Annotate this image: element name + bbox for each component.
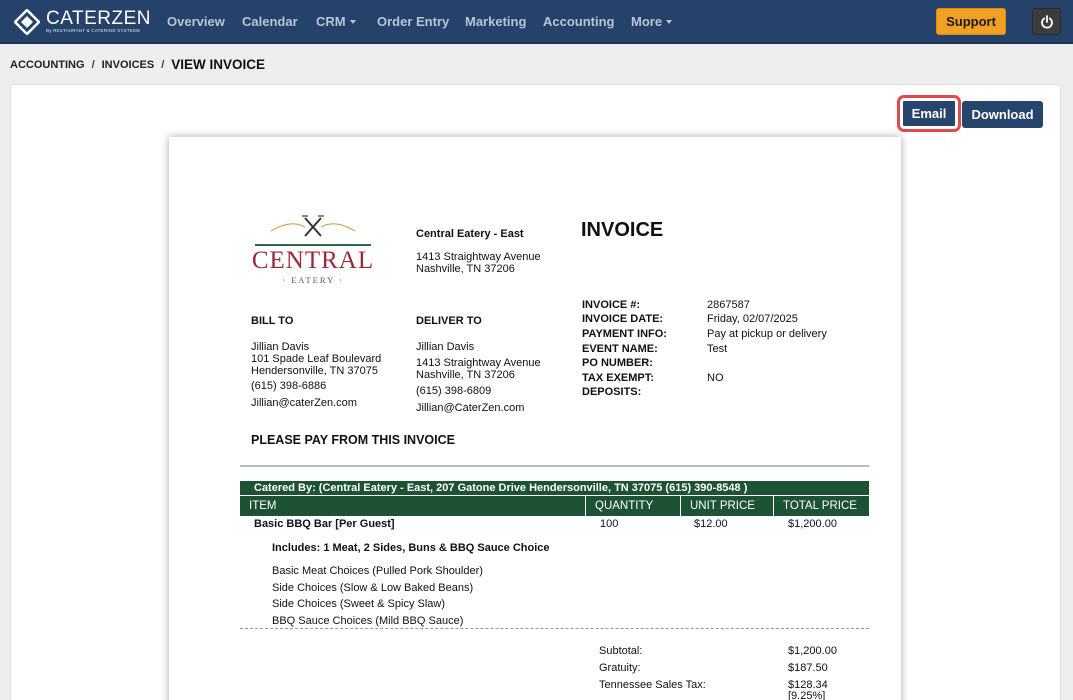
restaurant-address1: 1413 Straightway Avenue <box>416 251 541 263</box>
bill-to-name: Jillian Davis <box>251 341 310 353</box>
field-value: NO <box>707 372 724 384</box>
column-header-quantity: QUANTITY <box>586 496 680 516</box>
bill-to-phone: (615) 398-6886 <box>251 380 327 392</box>
field-label: PAYMENT INFO: <box>582 328 667 340</box>
subtotal-value: $1,200.00 <box>788 645 837 657</box>
fork-knife-icon <box>251 213 375 239</box>
app-tagline: By RESTAURANT & CATERING SYSTEMS <box>46 28 141 33</box>
email-button[interactable]: Email <box>900 98 958 129</box>
deliver-to-address2: Nashville, TN 37206 <box>416 369 515 381</box>
field-label: PO NUMBER: <box>582 357 653 369</box>
list-item: BBQ Sauce Choices (Mild BBQ Sauce) <box>272 615 464 627</box>
list-item: Side Choices (Slow & Low Baked Beans) <box>272 582 474 594</box>
nav-more[interactable] <box>631 14 672 29</box>
nav-order-entry[interactable]: Order Entry <box>377 14 450 29</box>
restaurant-address2: Nashville, TN 37206 <box>416 263 515 275</box>
bill-to-email: Jillian@caterZen.com <box>251 397 357 409</box>
deliver-to-title: DELIVER TO <box>416 315 482 327</box>
bill-to-address1: 101 Spade Leaf Boulevard <box>251 353 382 365</box>
nav-overview[interactable]: Overview <box>167 14 225 29</box>
caterzen-logo[interactable] <box>14 8 151 36</box>
sales-tax-label: Tennessee Sales Tax: <box>599 679 706 691</box>
field-label: EVENT NAME: <box>582 343 658 355</box>
caterzen-logo-icon <box>14 9 40 35</box>
breadcrumb-invoices[interactable]: INVOICES <box>101 58 155 71</box>
power-icon <box>1040 15 1054 29</box>
item-unit-price: $12.00 <box>694 518 728 530</box>
divider <box>240 465 869 467</box>
nav-marketing[interactable]: Marketing <box>465 14 527 29</box>
sales-tax-value: $128.34 <box>788 679 828 691</box>
breadcrumb-separator: / <box>91 58 95 71</box>
deliver-to-address1: 1413 Straightway Avenue <box>416 357 541 369</box>
nav-more-label: More <box>631 14 663 29</box>
deliver-to-email: Jillian@CaterZen.com <box>416 402 525 414</box>
page-title: VIEW INVOICE <box>171 57 266 72</box>
chevron-down-icon <box>350 20 356 24</box>
column-header-total-price: TOTAL PRICE <box>774 496 869 516</box>
field-value: Test <box>707 343 728 355</box>
field-value: Pay at pickup or delivery <box>707 328 827 340</box>
item-total-price: $1,200.00 <box>788 518 837 530</box>
app-name: CATERZEN <box>46 8 151 29</box>
breadcrumb-separator: / <box>161 58 165 71</box>
top-navbar <box>0 0 1073 44</box>
column-header-item: ITEM <box>240 496 585 516</box>
bill-to-title: BILL TO <box>251 315 294 327</box>
logout-button[interactable] <box>1032 8 1061 35</box>
field-label: INVOICE DATE: <box>582 313 664 325</box>
catered-by-bar: Catered By: (Central Eatery - East, 207 Gatone Drive Hendersonville, TN 37075 (615) 390-8548 ) <box>240 481 869 495</box>
list-item: Side Choices (Sweet & Spicy Slaw) <box>272 598 446 610</box>
chevron-down-icon <box>666 20 672 24</box>
list-item: Basic Meat Choices (Pulled Pork Shoulder) <box>272 565 483 577</box>
download-button[interactable]: Download <box>962 101 1043 128</box>
sales-tax-rate: [9.25%] <box>788 690 826 700</box>
pay-notice: PLEASE PAY FROM THIS INVOICE <box>251 433 455 447</box>
nav-calendar[interactable]: Calendar <box>242 14 298 29</box>
logo-divider <box>255 244 371 246</box>
restaurant-name: Central Eatery - East <box>416 228 524 240</box>
field-label: DEPOSITS: <box>582 386 642 398</box>
deliver-to-phone: (615) 398-6809 <box>416 385 492 397</box>
support-button[interactable]: Support <box>936 8 1006 35</box>
dashed-divider <box>240 628 869 629</box>
gratuity-value: $187.50 <box>788 662 828 674</box>
brand-subtitle: · EATERY · <box>282 275 344 285</box>
subtotal-label: Subtotal: <box>599 645 643 657</box>
deliver-to-name: Jillian Davis <box>416 341 475 353</box>
item-quantity: 100 <box>600 518 619 530</box>
field-value: 2867587 <box>707 299 750 311</box>
restaurant-logo <box>251 213 375 289</box>
nav-crm[interactable] <box>316 14 356 29</box>
breadcrumb-accounting[interactable]: ACCOUNTING <box>10 58 85 71</box>
item-includes: Includes: 1 Meat, 2 Sides, Buns & BBQ Sauce Choice <box>272 542 550 554</box>
breadcrumb <box>10 57 265 72</box>
nav-accounting[interactable]: Accounting <box>543 14 615 29</box>
field-label: INVOICE #: <box>582 299 641 311</box>
item-name: Basic BBQ Bar [Per Guest] <box>254 518 395 530</box>
field-label: TAX EXEMPT: <box>582 372 654 384</box>
bill-to-address2: Hendersonville, TN 37075 <box>251 365 378 377</box>
gratuity-label: Gratuity: <box>599 662 641 674</box>
brand-name: CENTRAL <box>251 247 375 274</box>
column-header-unit-price: UNIT PRICE <box>681 496 773 516</box>
invoice-title: INVOICE <box>581 219 664 241</box>
nav-crm-label: CRM <box>316 14 346 29</box>
field-value: Friday, 02/07/2025 <box>707 313 798 325</box>
